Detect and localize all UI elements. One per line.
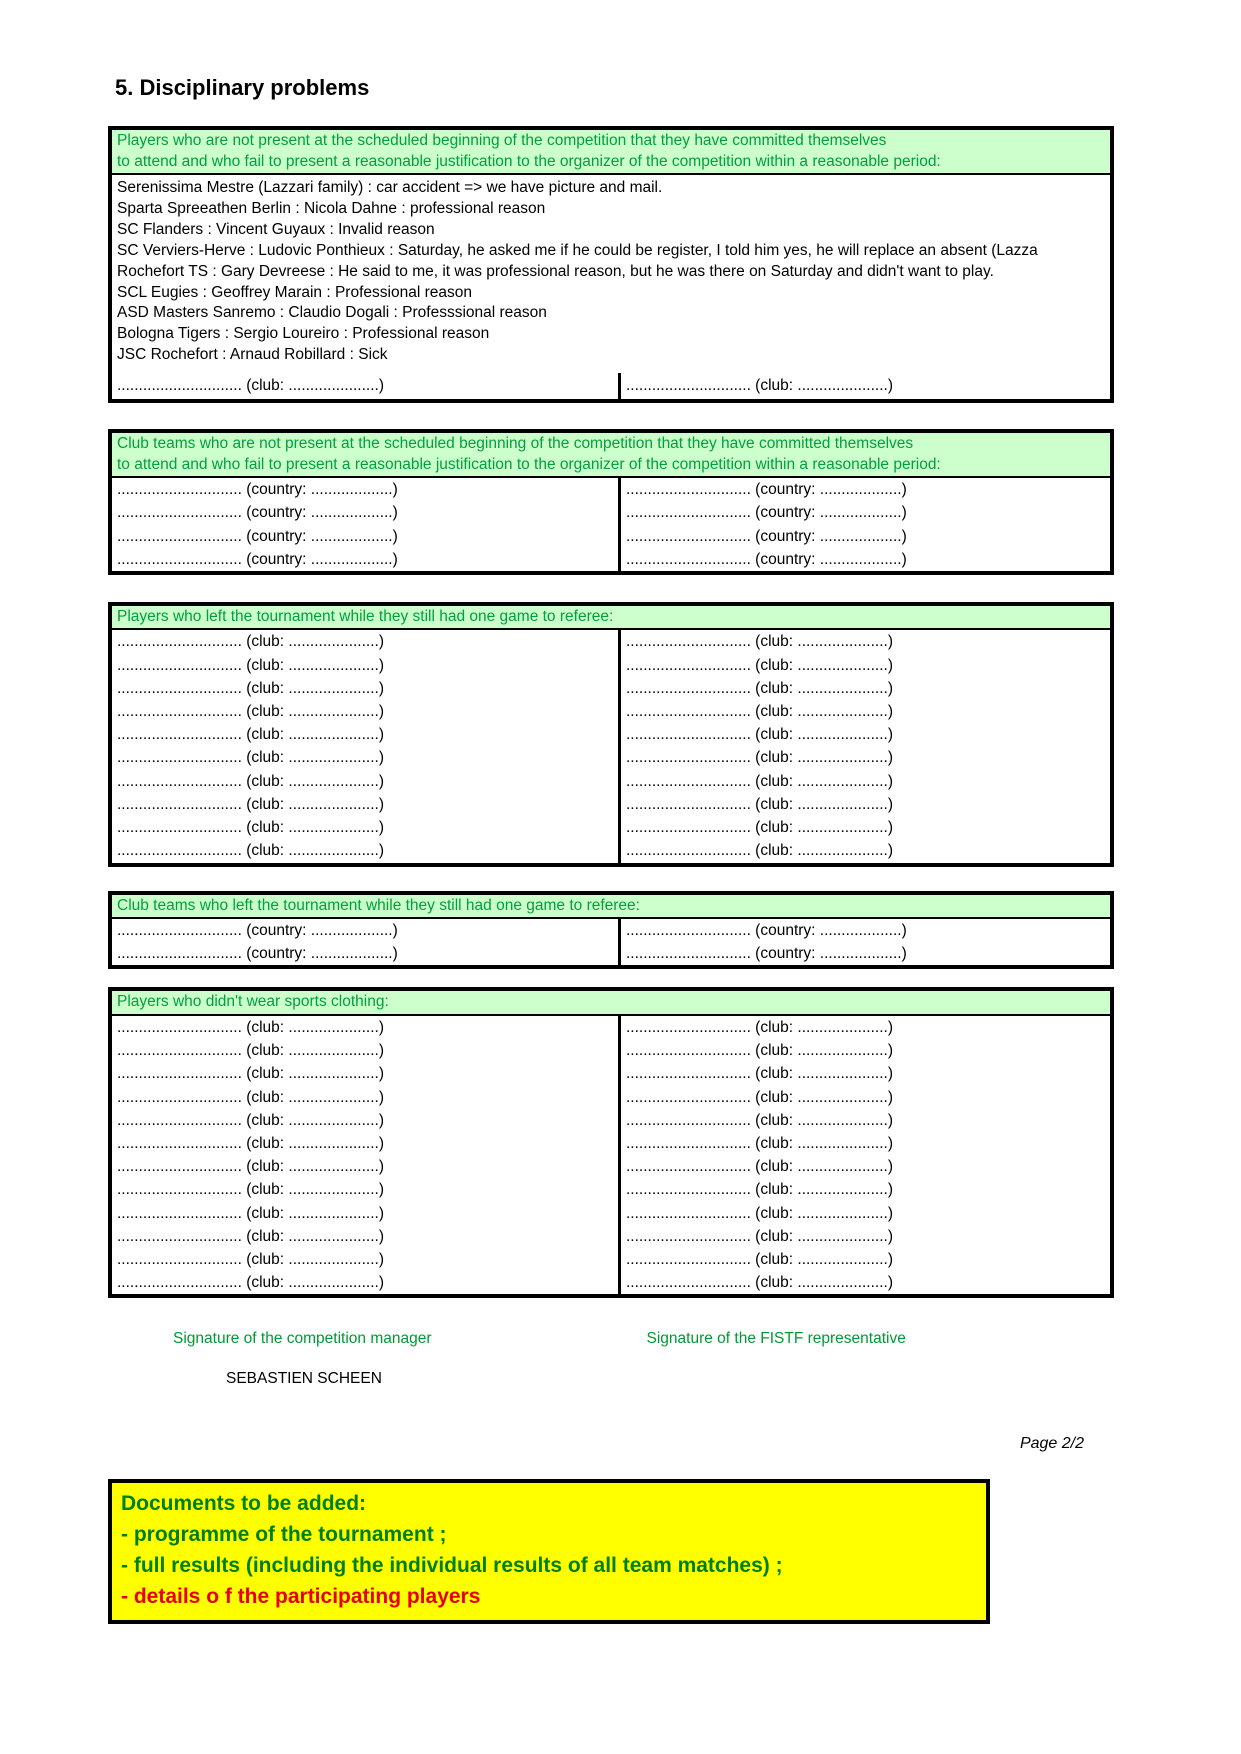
player-entry: SCL Eugies : Geoffrey Marain : Professional reason bbox=[117, 283, 472, 301]
dotted-blank-field[interactable]: ............................. (club: .....................) bbox=[618, 700, 1110, 723]
placeholder-row bbox=[112, 373, 1110, 399]
dotted-blank-field[interactable]: ............................. (country: ...................) bbox=[618, 548, 1110, 571]
player-entry: Sparta Spreeathen Berlin : Nicola Dahne : professional reason bbox=[117, 199, 546, 217]
dotted-blank-field[interactable]: ............................. (club: .....................) bbox=[117, 1181, 384, 1199]
no-sports-clothing-blank-rows bbox=[112, 1016, 1110, 1294]
dotted-blank-field[interactable]: ............................. (club: .....................) bbox=[618, 793, 1110, 816]
dotted-blank-field[interactable]: ............................. (club: .....................) bbox=[618, 1178, 1110, 1201]
dotted-blank-field[interactable]: ............................. (club: .....................) bbox=[618, 1271, 1110, 1294]
page-title: 5. Disciplinary problems bbox=[115, 75, 370, 100]
dotted-blank-field[interactable]: ............................. (club: .....................) bbox=[117, 1088, 384, 1106]
dotted-blank-field[interactable]: ............................. (country: ...................) bbox=[117, 550, 398, 568]
placeholder-row bbox=[112, 723, 1110, 746]
placeholder-row bbox=[112, 700, 1110, 723]
placeholder-row bbox=[112, 1086, 1110, 1109]
dotted-blank-field[interactable]: ............................. (club: .....................) bbox=[117, 1158, 384, 1176]
document-content bbox=[108, 0, 1114, 1624]
section-left-tournament-clubs bbox=[108, 891, 1114, 970]
placeholder-row bbox=[112, 630, 1110, 653]
dotted-blank-field[interactable]: ............................. (club: .....................) bbox=[618, 654, 1110, 677]
dotted-blank-field[interactable]: ............................. (club: .....................) bbox=[117, 1018, 384, 1036]
dotted-blank-field[interactable]: ............................. (club: .....................) bbox=[117, 1250, 384, 1268]
dotted-blank-field[interactable]: ............................. (country: ...................) bbox=[117, 481, 398, 499]
section-absent-clubs bbox=[108, 429, 1114, 575]
dotted-blank-field[interactable]: ............................. (club: .....................) bbox=[117, 749, 384, 767]
signature-row bbox=[108, 1330, 1114, 1348]
signature-fistf-representative-label: Signature of the FISTF representative bbox=[646, 1330, 906, 1348]
dotted-blank-field[interactable]: ............................. (country: ...................) bbox=[618, 919, 1110, 942]
header-line: to attend and who fail to present a reasonable justification to the organizer of the competition within a reasonable period: bbox=[117, 152, 941, 170]
left-tournament-clubs-header bbox=[112, 895, 1110, 920]
dotted-blank-field[interactable]: ............................. (club: .....................) bbox=[618, 839, 1110, 862]
dotted-blank-field[interactable]: ............................. (club: .....................) bbox=[117, 1042, 384, 1060]
placeholder-row bbox=[112, 548, 1110, 571]
placeholder-row bbox=[112, 1202, 1110, 1225]
placeholder-row bbox=[112, 654, 1110, 677]
header-line: Club teams who are not present at the scheduled beginning of the competition that they have committed themselves bbox=[117, 435, 914, 453]
documents-box-item: - programme of the tournament ; bbox=[121, 1523, 447, 1547]
dotted-blank-field[interactable]: ............................. (club: .....................) bbox=[618, 1062, 1110, 1085]
dotted-blank-field[interactable]: ............................. (club: .....................) bbox=[117, 1111, 384, 1129]
no-sports-clothing-header bbox=[112, 991, 1110, 1016]
placeholder-row bbox=[112, 478, 1110, 501]
absent-clubs-header bbox=[112, 433, 1110, 478]
placeholder-row bbox=[112, 793, 1110, 816]
placeholder-row bbox=[112, 816, 1110, 839]
player-entry: ASD Masters Sanremo : Claudio Dogali : Professsional reason bbox=[117, 304, 547, 322]
placeholder-row bbox=[112, 1155, 1110, 1178]
absent-players-header bbox=[112, 130, 1110, 175]
placeholder-row bbox=[112, 501, 1110, 524]
section-no-sports-clothing bbox=[108, 987, 1114, 1298]
dotted-blank-field[interactable]: ............................. (club: .....................) bbox=[618, 723, 1110, 746]
dotted-blank-field[interactable]: ............................. (club: .....................) bbox=[117, 819, 384, 837]
dotted-blank-field[interactable]: ............................. (club: .....................) bbox=[618, 746, 1110, 769]
placeholder-row bbox=[112, 1178, 1110, 1201]
dotted-blank-field[interactable]: ............................. (club: .....................) bbox=[117, 377, 384, 395]
dotted-blank-field[interactable]: ............................. (country: ...................) bbox=[618, 478, 1110, 501]
dotted-blank-field[interactable]: ............................. (club: .....................) bbox=[618, 1016, 1110, 1039]
documents-to-be-added-box bbox=[108, 1479, 990, 1624]
placeholder-row bbox=[112, 525, 1110, 548]
dotted-blank-field[interactable]: ............................. (club: .....................) bbox=[117, 679, 384, 697]
page-number: Page 2/2 bbox=[1019, 1435, 1084, 1453]
dotted-blank-field[interactable]: ............................. (country: ...................) bbox=[117, 504, 398, 522]
player-entry: Bologna Tigers : Sergio Loureiro : Professional reason bbox=[117, 325, 490, 343]
left-tournament-players-header bbox=[112, 606, 1110, 631]
dotted-blank-field[interactable]: ............................. (country: ...................) bbox=[618, 942, 1110, 965]
dotted-blank-field[interactable]: ............................. (club: .....................) bbox=[117, 656, 384, 674]
player-entry: SC Verviers-Herve : Ludovic Ponthieux : Saturday, he asked me if he could be register, I told him yes, he will replace an absent (Lazza bbox=[117, 241, 1038, 259]
dotted-blank-field[interactable]: ............................. (country: ...................) bbox=[618, 501, 1110, 524]
absent-clubs-blank-rows bbox=[112, 478, 1110, 571]
placeholder-row bbox=[112, 1062, 1110, 1085]
dotted-blank-field[interactable]: ............................. (club: .....................) bbox=[618, 1039, 1110, 1062]
dotted-blank-field[interactable]: ............................. (country: ...................) bbox=[117, 527, 398, 545]
dotted-blank-field[interactable]: ............................. (club: .....................) bbox=[117, 633, 384, 651]
dotted-blank-field[interactable]: ............................. (club: .....................) bbox=[618, 1109, 1110, 1132]
section-absent-players bbox=[108, 126, 1114, 403]
absent-players-entries bbox=[112, 175, 1110, 366]
dotted-blank-field[interactable]: ............................. (club: .....................) bbox=[618, 1248, 1110, 1271]
placeholder-row bbox=[112, 1039, 1110, 1062]
dotted-blank-field[interactable]: ............................. (club: .....................) bbox=[618, 1155, 1110, 1178]
dotted-blank-field[interactable]: ............................. (club: .....................) bbox=[117, 795, 384, 813]
section-left-tournament-players bbox=[108, 602, 1114, 867]
header-line: Players who are not present at the scheduled beginning of the competition that they have committed themselves bbox=[117, 132, 887, 149]
absent-players-blank-rows bbox=[112, 373, 1110, 399]
dotted-blank-field[interactable]: ............................. (club: .....................) bbox=[117, 703, 384, 721]
left-tournament-players-blank-rows bbox=[112, 630, 1110, 862]
dotted-blank-field[interactable]: ............................. (club: .....................) bbox=[117, 1065, 384, 1083]
dotted-blank-field[interactable]: ............................. (country: ...................) bbox=[618, 525, 1110, 548]
placeholder-row bbox=[112, 942, 1110, 965]
dotted-blank-field[interactable]: ............................. (club: .....................) bbox=[117, 726, 384, 744]
player-entry: JSC Rochefort : Arnaud Robillard : Sick bbox=[117, 346, 388, 364]
placeholder-row bbox=[112, 1271, 1110, 1294]
placeholder-row bbox=[112, 677, 1110, 700]
placeholder-row bbox=[112, 839, 1110, 862]
dotted-blank-field[interactable]: ............................. (club: .....................) bbox=[117, 1274, 384, 1292]
dotted-blank-field[interactable]: ............................. (country: ...................) bbox=[117, 922, 398, 939]
placeholder-row bbox=[112, 770, 1110, 793]
header-line: to attend and who fail to present a reasonable justification to the organizer of the competition within a reasonable period: bbox=[117, 455, 941, 473]
dotted-blank-field[interactable]: ............................. (club: .....................) bbox=[618, 677, 1110, 700]
dotted-blank-field[interactable]: ............................. (club: .....................) bbox=[117, 1134, 384, 1152]
documents-box-item: - full results (including the individual results of all team matches) ; bbox=[121, 1554, 783, 1578]
player-entry: Rochefort TS : Gary Devreese : He said to me, it was professional reason, but he was there on Saturday and didn't want to play. bbox=[117, 262, 994, 280]
left-tournament-clubs-blank-rows bbox=[112, 919, 1110, 965]
dotted-blank-field[interactable]: ............................. (club: .....................) bbox=[117, 842, 384, 860]
dotted-blank-field[interactable]: ............................. (country: ...................) bbox=[117, 945, 398, 963]
placeholder-row bbox=[112, 1248, 1110, 1271]
dotted-blank-field[interactable]: ............................. (club: .....................) bbox=[618, 1132, 1110, 1155]
placeholder-row bbox=[112, 919, 1110, 942]
dotted-blank-field[interactable]: ............................. (club: .....................) bbox=[618, 816, 1110, 839]
dotted-blank-field[interactable]: ............................. (club: .....................) bbox=[618, 373, 1110, 399]
header-line: Club teams who left the tournament while they still had one game to referee: bbox=[117, 896, 640, 914]
signature-competition-manager-label: Signature of the competition manager bbox=[173, 1330, 432, 1348]
dotted-blank-field[interactable]: ............................. (club: .....................) bbox=[618, 1225, 1110, 1248]
competition-manager-name: SEBASTIEN SCHEEN bbox=[226, 1370, 382, 1388]
dotted-blank-field[interactable]: ............................. (club: .....................) bbox=[618, 1202, 1110, 1225]
documents-box-item: - details o f the participating players bbox=[121, 1585, 481, 1609]
dotted-blank-field[interactable]: ............................. (club: .....................) bbox=[618, 630, 1110, 653]
placeholder-row bbox=[112, 1132, 1110, 1155]
player-entry: Serenissima Mestre (Lazzari family) : car accident => we have picture and mail. bbox=[117, 179, 663, 196]
placeholder-row bbox=[112, 1109, 1110, 1132]
documents-box-title: Documents to be added: bbox=[121, 1492, 367, 1516]
header-line: Players who didn't wear sports clothing: bbox=[117, 993, 389, 1011]
header-line: Players who left the tournament while they still had one game to referee: bbox=[117, 607, 614, 625]
placeholder-row bbox=[112, 746, 1110, 769]
placeholder-row bbox=[112, 1225, 1110, 1248]
dotted-blank-field[interactable]: ............................. (club: .....................) bbox=[117, 1204, 384, 1222]
dotted-blank-field[interactable]: ............................. (club: .....................) bbox=[117, 772, 384, 790]
player-entry: SC Flanders : Vincent Guyaux : Invalid reason bbox=[117, 220, 435, 238]
dotted-blank-field[interactable]: ............................. (club: .....................) bbox=[618, 1086, 1110, 1109]
placeholder-row bbox=[112, 1016, 1110, 1039]
dotted-blank-field[interactable]: ............................. (club: .....................) bbox=[117, 1227, 384, 1245]
dotted-blank-field[interactable]: ............................. (club: .....................) bbox=[618, 770, 1110, 793]
